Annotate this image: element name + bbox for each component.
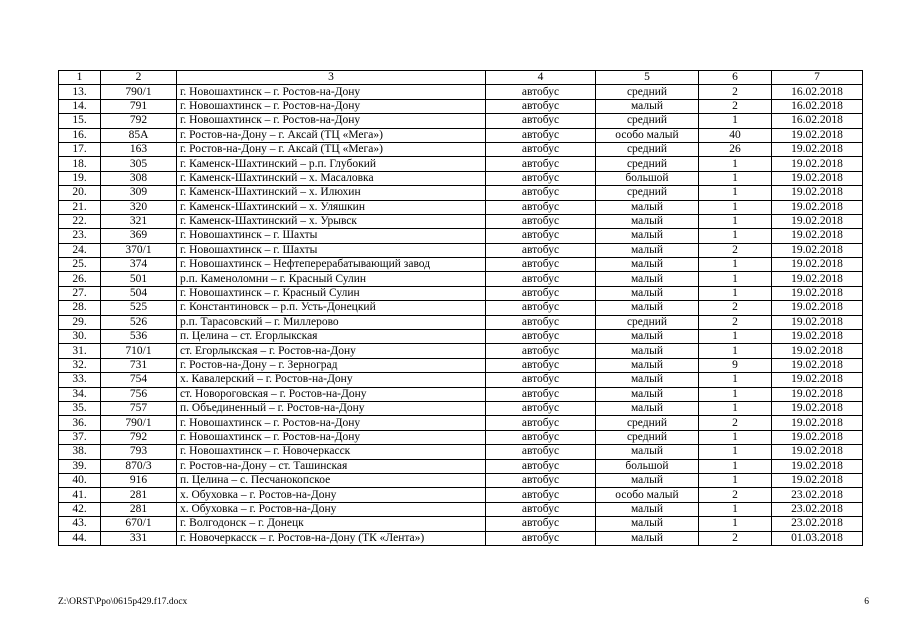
vehicle-class-cell: малый xyxy=(596,286,699,300)
row-number-cell: 39. xyxy=(59,459,101,473)
route-number-cell: 305 xyxy=(101,157,177,171)
vehicle-type-cell: автобус xyxy=(486,430,596,444)
start-date-cell: 19.02.2018 xyxy=(772,445,863,459)
vehicle-type-cell: автобус xyxy=(486,358,596,372)
route-name-cell: п. Целина – с. Песчанокопское xyxy=(177,473,486,487)
vehicle-type-cell: автобус xyxy=(486,330,596,344)
vehicle-class-cell: малый xyxy=(596,358,699,372)
vehicle-type-cell: автобус xyxy=(486,531,596,545)
start-date-cell: 19.02.2018 xyxy=(772,272,863,286)
vehicle-count-cell: 2 xyxy=(699,531,772,545)
route-number-cell: 85А xyxy=(101,128,177,142)
start-date-cell: 19.02.2018 xyxy=(772,286,863,300)
vehicle-count-cell: 2 xyxy=(699,488,772,502)
row-number-cell: 29. xyxy=(59,315,101,329)
vehicle-count-cell: 1 xyxy=(699,214,772,228)
table-row xyxy=(59,85,863,99)
vehicle-count-cell: 2 xyxy=(699,243,772,257)
table-row xyxy=(59,301,863,315)
column-number-header: 1 xyxy=(59,71,101,85)
page-number: 6 xyxy=(864,597,869,607)
start-date-cell: 19.02.2018 xyxy=(772,358,863,372)
vehicle-type-cell: автобус xyxy=(486,186,596,200)
route-number-cell: 374 xyxy=(101,258,177,272)
route-name-cell: р.п. Каменоломни – г. Красный Сулин xyxy=(177,272,486,286)
vehicle-class-cell: средний xyxy=(596,430,699,444)
table-row xyxy=(59,416,863,430)
start-date-cell: 19.02.2018 xyxy=(772,373,863,387)
table-row xyxy=(59,401,863,415)
vehicle-type-cell: автобус xyxy=(486,416,596,430)
start-date-cell: 19.02.2018 xyxy=(772,186,863,200)
vehicle-count-cell: 1 xyxy=(699,157,772,171)
vehicle-count-cell: 1 xyxy=(699,344,772,358)
vehicle-class-cell: малый xyxy=(596,99,699,113)
start-date-cell: 16.02.2018 xyxy=(772,114,863,128)
route-number-cell: 754 xyxy=(101,373,177,387)
vehicle-type-cell: автобус xyxy=(486,445,596,459)
vehicle-type-cell: автобус xyxy=(486,229,596,243)
start-date-cell: 19.02.2018 xyxy=(772,157,863,171)
route-number-cell: 309 xyxy=(101,186,177,200)
vehicle-class-cell: средний xyxy=(596,142,699,156)
table-row xyxy=(59,229,863,243)
route-name-cell: г. Волгодонск – г. Донецк xyxy=(177,517,486,531)
vehicle-class-cell: малый xyxy=(596,200,699,214)
vehicle-type-cell: автобус xyxy=(486,488,596,502)
row-number-cell: 16. xyxy=(59,128,101,142)
table-row xyxy=(59,200,863,214)
route-name-cell: г. Ростов-на-Дону – ст. Ташинская xyxy=(177,459,486,473)
route-name-cell: г. Каменск-Шахтинский – х. Урывск xyxy=(177,214,486,228)
table-row xyxy=(59,214,863,228)
table-row xyxy=(59,315,863,329)
vehicle-count-cell: 1 xyxy=(699,459,772,473)
row-number-cell: 33. xyxy=(59,373,101,387)
route-name-cell: г. Каменск-Шахтинский – р.п. Глубокий xyxy=(177,157,486,171)
start-date-cell: 19.02.2018 xyxy=(772,401,863,415)
vehicle-type-cell: автобус xyxy=(486,272,596,286)
row-number-cell: 24. xyxy=(59,243,101,257)
vehicle-count-cell: 1 xyxy=(699,229,772,243)
vehicle-count-cell: 2 xyxy=(699,416,772,430)
row-number-cell: 17. xyxy=(59,142,101,156)
vehicle-class-cell: малый xyxy=(596,301,699,315)
table-row xyxy=(59,286,863,300)
table-row xyxy=(59,272,863,286)
table-row xyxy=(59,157,863,171)
table-header-row xyxy=(59,71,863,85)
vehicle-class-cell: малый xyxy=(596,272,699,286)
start-date-cell: 19.02.2018 xyxy=(772,430,863,444)
route-number-cell: 792 xyxy=(101,430,177,444)
route-name-cell: ст. Новороговская – г. Ростов-на-Дону xyxy=(177,387,486,401)
route-name-cell: х. Кавалерский – г. Ростов-на-Дону xyxy=(177,373,486,387)
vehicle-class-cell: малый xyxy=(596,373,699,387)
route-name-cell: г. Новошахтинск – г. Новочеркасск xyxy=(177,445,486,459)
vehicle-count-cell: 1 xyxy=(699,430,772,444)
table-row xyxy=(59,373,863,387)
vehicle-count-cell: 2 xyxy=(699,99,772,113)
route-name-cell: г. Каменск-Шахтинский – х. Уляшкин xyxy=(177,200,486,214)
vehicle-count-cell: 1 xyxy=(699,186,772,200)
row-number-cell: 27. xyxy=(59,286,101,300)
row-number-cell: 43. xyxy=(59,517,101,531)
start-date-cell: 19.02.2018 xyxy=(772,200,863,214)
vehicle-class-cell: средний xyxy=(596,315,699,329)
column-number-header: 4 xyxy=(486,71,596,85)
route-number-cell: 710/1 xyxy=(101,344,177,358)
vehicle-type-cell: автобус xyxy=(486,517,596,531)
vehicle-type-cell: автобус xyxy=(486,258,596,272)
vehicle-type-cell: автобус xyxy=(486,142,596,156)
vehicle-type-cell: автобус xyxy=(486,502,596,516)
row-number-cell: 15. xyxy=(59,114,101,128)
route-name-cell: ст. Егорлыкская – г. Ростов-на-Дону xyxy=(177,344,486,358)
vehicle-class-cell: средний xyxy=(596,114,699,128)
vehicle-count-cell: 1 xyxy=(699,517,772,531)
vehicle-class-cell: большой xyxy=(596,171,699,185)
vehicle-type-cell: автобус xyxy=(486,128,596,142)
table-row xyxy=(59,473,863,487)
route-number-cell: 870/3 xyxy=(101,459,177,473)
table-row xyxy=(59,114,863,128)
vehicle-count-cell: 1 xyxy=(699,258,772,272)
vehicle-type-cell: автобус xyxy=(486,373,596,387)
vehicle-count-cell: 2 xyxy=(699,301,772,315)
vehicle-type-cell: автобус xyxy=(486,200,596,214)
vehicle-count-cell: 1 xyxy=(699,502,772,516)
route-number-cell: 731 xyxy=(101,358,177,372)
routes-table xyxy=(58,70,863,546)
start-date-cell: 19.02.2018 xyxy=(772,258,863,272)
vehicle-type-cell: автобус xyxy=(486,401,596,415)
table-row xyxy=(59,186,863,200)
table-row xyxy=(59,330,863,344)
row-number-cell: 44. xyxy=(59,531,101,545)
vehicle-class-cell: средний xyxy=(596,85,699,99)
table-row xyxy=(59,243,863,257)
table-body xyxy=(59,71,863,546)
vehicle-type-cell: автобус xyxy=(486,157,596,171)
route-number-cell: 504 xyxy=(101,286,177,300)
vehicle-class-cell: малый xyxy=(596,502,699,516)
start-date-cell: 19.02.2018 xyxy=(772,315,863,329)
vehicle-type-cell: автобус xyxy=(486,459,596,473)
vehicle-type-cell: автобус xyxy=(486,85,596,99)
route-number-cell: 281 xyxy=(101,502,177,516)
vehicle-class-cell: средний xyxy=(596,416,699,430)
route-number-cell: 793 xyxy=(101,445,177,459)
row-number-cell: 26. xyxy=(59,272,101,286)
start-date-cell: 19.02.2018 xyxy=(772,344,863,358)
start-date-cell: 19.02.2018 xyxy=(772,214,863,228)
route-name-cell: г. Новошахтинск – г. Ростов-на-Дону xyxy=(177,430,486,444)
row-number-cell: 20. xyxy=(59,186,101,200)
row-number-cell: 41. xyxy=(59,488,101,502)
route-name-cell: п. Объединенный – г. Ростов-на-Дону xyxy=(177,401,486,415)
route-name-cell: г. Новошахтинск – Нефтеперерабатывающий завод xyxy=(177,258,486,272)
row-number-cell: 13. xyxy=(59,85,101,99)
route-number-cell: 501 xyxy=(101,272,177,286)
row-number-cell: 18. xyxy=(59,157,101,171)
row-number-cell: 32. xyxy=(59,358,101,372)
vehicle-count-cell: 1 xyxy=(699,272,772,286)
route-number-cell: 791 xyxy=(101,99,177,113)
vehicle-type-cell: автобус xyxy=(486,243,596,257)
vehicle-class-cell: малый xyxy=(596,517,699,531)
table-row xyxy=(59,344,863,358)
route-number-cell: 369 xyxy=(101,229,177,243)
route-name-cell: г. Новошахтинск – г. Шахты xyxy=(177,229,486,243)
row-number-cell: 22. xyxy=(59,214,101,228)
row-number-cell: 25. xyxy=(59,258,101,272)
route-name-cell: х. Обуховка – г. Ростов-на-Дону xyxy=(177,488,486,502)
start-date-cell: 19.02.2018 xyxy=(772,128,863,142)
row-number-cell: 23. xyxy=(59,229,101,243)
table-row xyxy=(59,387,863,401)
row-number-cell: 35. xyxy=(59,401,101,415)
route-name-cell: г. Каменск-Шахтинский – х. Масаловка xyxy=(177,171,486,185)
table-row xyxy=(59,445,863,459)
route-name-cell: г. Новошахтинск – г. Ростов-на-Дону xyxy=(177,99,486,113)
table-row xyxy=(59,258,863,272)
vehicle-class-cell: малый xyxy=(596,344,699,358)
route-name-cell: г. Новошахтинск – г. Ростов-на-Дону xyxy=(177,114,486,128)
start-date-cell: 16.02.2018 xyxy=(772,85,863,99)
vehicle-count-cell: 1 xyxy=(699,286,772,300)
table-row xyxy=(59,459,863,473)
route-name-cell: п. Целина – ст. Егорлыкская xyxy=(177,330,486,344)
route-number-cell: 163 xyxy=(101,142,177,156)
route-number-cell: 757 xyxy=(101,401,177,415)
route-number-cell: 792 xyxy=(101,114,177,128)
column-number-header: 7 xyxy=(772,71,863,85)
route-number-cell: 331 xyxy=(101,531,177,545)
table-row xyxy=(59,99,863,113)
vehicle-type-cell: автобус xyxy=(486,171,596,185)
vehicle-type-cell: автобус xyxy=(486,315,596,329)
route-name-cell: г. Новошахтинск – г. Ростов-на-Дону xyxy=(177,85,486,99)
route-number-cell: 790/1 xyxy=(101,85,177,99)
start-date-cell: 23.02.2018 xyxy=(772,488,863,502)
start-date-cell: 19.02.2018 xyxy=(772,473,863,487)
vehicle-class-cell: малый xyxy=(596,330,699,344)
vehicle-class-cell: малый xyxy=(596,214,699,228)
vehicle-count-cell: 1 xyxy=(699,330,772,344)
vehicle-type-cell: автобус xyxy=(486,301,596,315)
route-number-cell: 670/1 xyxy=(101,517,177,531)
vehicle-count-cell: 2 xyxy=(699,85,772,99)
row-number-cell: 38. xyxy=(59,445,101,459)
route-name-cell: г. Константиновск – р.п. Усть-Донецкий xyxy=(177,301,486,315)
row-number-cell: 30. xyxy=(59,330,101,344)
start-date-cell: 23.02.2018 xyxy=(772,517,863,531)
route-name-cell: г. Новошахтинск – г. Ростов-на-Дону xyxy=(177,416,486,430)
route-number-cell: 526 xyxy=(101,315,177,329)
start-date-cell: 19.02.2018 xyxy=(772,171,863,185)
vehicle-class-cell: малый xyxy=(596,401,699,415)
route-number-cell: 916 xyxy=(101,473,177,487)
vehicle-count-cell: 1 xyxy=(699,473,772,487)
vehicle-count-cell: 1 xyxy=(699,114,772,128)
column-number-header: 5 xyxy=(596,71,699,85)
vehicle-type-cell: автобус xyxy=(486,344,596,358)
vehicle-count-cell: 1 xyxy=(699,200,772,214)
start-date-cell: 19.02.2018 xyxy=(772,142,863,156)
start-date-cell: 19.02.2018 xyxy=(772,330,863,344)
vehicle-class-cell: средний xyxy=(596,186,699,200)
column-number-header: 2 xyxy=(101,71,177,85)
route-name-cell: г. Каменск-Шахтинский – х. Илюхин xyxy=(177,186,486,200)
row-number-cell: 21. xyxy=(59,200,101,214)
row-number-cell: 36. xyxy=(59,416,101,430)
vehicle-count-cell: 26 xyxy=(699,142,772,156)
column-number-header: 3 xyxy=(177,71,486,85)
vehicle-count-cell: 1 xyxy=(699,401,772,415)
vehicle-type-cell: автобус xyxy=(486,473,596,487)
route-number-cell: 281 xyxy=(101,488,177,502)
table-row xyxy=(59,358,863,372)
table-row xyxy=(59,128,863,142)
vehicle-class-cell: малый xyxy=(596,473,699,487)
route-name-cell: г. Новочеркасск – г. Ростов-на-Дону (ТК «Лента») xyxy=(177,531,486,545)
footer-file-path: Z:\ORST\Ppo\0615p429.f17.docx xyxy=(58,597,188,607)
vehicle-type-cell: автобус xyxy=(486,114,596,128)
route-number-cell: 370/1 xyxy=(101,243,177,257)
vehicle-class-cell: малый xyxy=(596,243,699,257)
route-number-cell: 756 xyxy=(101,387,177,401)
vehicle-count-cell: 40 xyxy=(699,128,772,142)
start-date-cell: 19.02.2018 xyxy=(772,459,863,473)
vehicle-count-cell: 1 xyxy=(699,387,772,401)
vehicle-class-cell: малый xyxy=(596,445,699,459)
vehicle-count-cell: 1 xyxy=(699,373,772,387)
route-name-cell: х. Обуховка – г. Ростов-на-Дону xyxy=(177,502,486,516)
vehicle-class-cell: средний xyxy=(596,157,699,171)
table-row xyxy=(59,502,863,516)
route-name-cell: р.п. Тарасовский – г. Миллерово xyxy=(177,315,486,329)
vehicle-count-cell: 1 xyxy=(699,171,772,185)
vehicle-class-cell: особо малый xyxy=(596,488,699,502)
vehicle-class-cell: большой xyxy=(596,459,699,473)
column-number-header: 6 xyxy=(699,71,772,85)
vehicle-count-cell: 1 xyxy=(699,445,772,459)
vehicle-type-cell: автобус xyxy=(486,99,596,113)
row-number-cell: 31. xyxy=(59,344,101,358)
route-name-cell: г. Ростов-на-Дону – г. Аксай (ТЦ «Мега») xyxy=(177,142,486,156)
start-date-cell: 19.02.2018 xyxy=(772,416,863,430)
route-number-cell: 308 xyxy=(101,171,177,185)
start-date-cell: 23.02.2018 xyxy=(772,502,863,516)
vehicle-class-cell: малый xyxy=(596,229,699,243)
start-date-cell: 01.03.2018 xyxy=(772,531,863,545)
vehicle-class-cell: особо малый xyxy=(596,128,699,142)
start-date-cell: 16.02.2018 xyxy=(772,99,863,113)
vehicle-type-cell: автобус xyxy=(486,214,596,228)
route-number-cell: 321 xyxy=(101,214,177,228)
row-number-cell: 19. xyxy=(59,171,101,185)
route-name-cell: г. Ростов-на-Дону – г. Аксай (ТЦ «Мега») xyxy=(177,128,486,142)
table-row xyxy=(59,430,863,444)
start-date-cell: 19.02.2018 xyxy=(772,301,863,315)
vehicle-class-cell: малый xyxy=(596,531,699,545)
vehicle-class-cell: малый xyxy=(596,258,699,272)
row-number-cell: 37. xyxy=(59,430,101,444)
table-row xyxy=(59,517,863,531)
start-date-cell: 19.02.2018 xyxy=(772,229,863,243)
route-number-cell: 525 xyxy=(101,301,177,315)
route-number-cell: 790/1 xyxy=(101,416,177,430)
vehicle-type-cell: автобус xyxy=(486,286,596,300)
route-name-cell: г. Новошахтинск – г. Красный Сулин xyxy=(177,286,486,300)
vehicle-count-cell: 9 xyxy=(699,358,772,372)
table-row xyxy=(59,171,863,185)
route-name-cell: г. Ростов-на-Дону – г. Зерноград xyxy=(177,358,486,372)
vehicle-type-cell: автобус xyxy=(486,387,596,401)
route-number-cell: 536 xyxy=(101,330,177,344)
start-date-cell: 19.02.2018 xyxy=(772,387,863,401)
row-number-cell: 28. xyxy=(59,301,101,315)
start-date-cell: 19.02.2018 xyxy=(772,243,863,257)
route-number-cell: 320 xyxy=(101,200,177,214)
row-number-cell: 42. xyxy=(59,502,101,516)
row-number-cell: 34. xyxy=(59,387,101,401)
row-number-cell: 14. xyxy=(59,99,101,113)
vehicle-count-cell: 2 xyxy=(699,315,772,329)
row-number-cell: 40. xyxy=(59,473,101,487)
table-row xyxy=(59,488,863,502)
table-row xyxy=(59,531,863,545)
vehicle-class-cell: малый xyxy=(596,387,699,401)
route-name-cell: г. Новошахтинск – г. Шахты xyxy=(177,243,486,257)
table-row xyxy=(59,142,863,156)
